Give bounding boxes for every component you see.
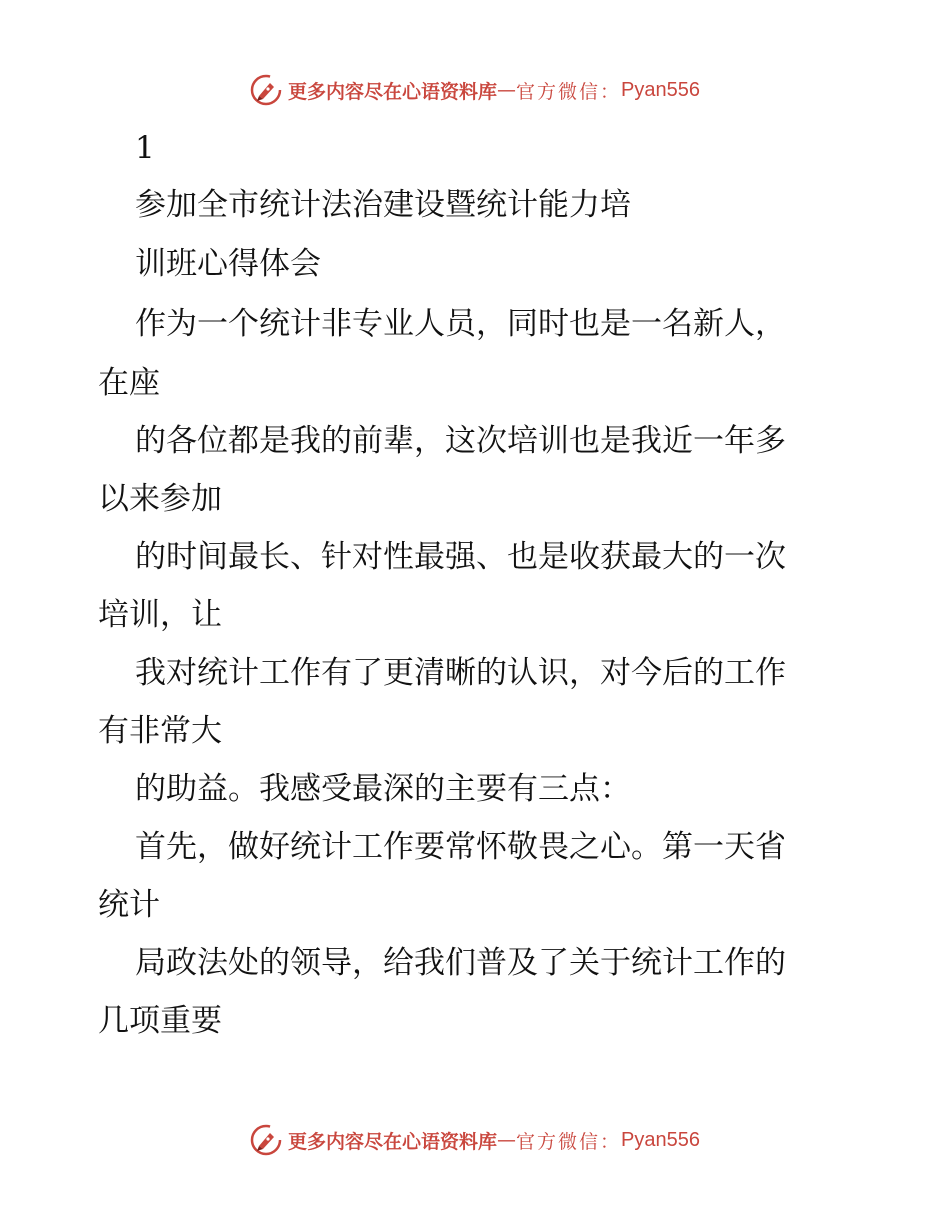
paragraph-line: 几项重要 bbox=[98, 1003, 222, 1039]
paragraph-line: 统计 bbox=[98, 887, 160, 923]
paragraph-line: 培训，让 bbox=[98, 597, 222, 633]
paragraph-line: 的时间最长、针对性最强、也是收获最大的一次 bbox=[135, 539, 786, 575]
banner-wechat-label: 官方微信： bbox=[516, 80, 622, 103]
paragraph-line: 局政法处的领导，给我们普及了关于统计工作的 bbox=[135, 945, 786, 981]
paragraph-line: 首先，做好统计工作要常怀敬畏之心。第一天省 bbox=[135, 829, 786, 865]
pen-nib-icon bbox=[250, 74, 282, 106]
paragraph-line: 在座 bbox=[98, 365, 160, 401]
footer-banner bbox=[0, 1120, 950, 1160]
banner-dash: — bbox=[497, 1129, 517, 1151]
banner-wechat-label: 官方微信： bbox=[516, 1130, 622, 1153]
banner-main-text: 更多内容尽在心语资料库 bbox=[288, 1130, 498, 1153]
pen-nib-icon bbox=[250, 1124, 282, 1156]
document-title-line-2: 训班心得体会 bbox=[135, 246, 321, 282]
paragraph-line: 有非常大 bbox=[98, 713, 222, 749]
paragraph-line: 作为一个统计非专业人员，同时也是一名新人， bbox=[135, 306, 786, 342]
page-number: 1 bbox=[135, 130, 155, 166]
header-banner bbox=[0, 70, 950, 110]
paragraph-line: 我对统计工作有了更清晰的认识，对今后的工作 bbox=[135, 655, 786, 691]
document-title-line-1: 参加全市统计法治建设暨统计能力培 bbox=[135, 187, 631, 223]
banner-dash: — bbox=[497, 79, 517, 101]
banner-main-text: 更多内容尽在心语资料库 bbox=[288, 80, 498, 103]
banner-wechat-id: Pyan556 bbox=[621, 78, 700, 101]
paragraph-line: 的助益。我感受最深的主要有三点： bbox=[135, 771, 631, 807]
paragraph-line: 以来参加 bbox=[98, 481, 222, 517]
paragraph-line: 的各位都是我的前辈，这次培训也是我近一年多 bbox=[135, 423, 786, 459]
banner-wechat-id: Pyan556 bbox=[621, 1128, 700, 1151]
